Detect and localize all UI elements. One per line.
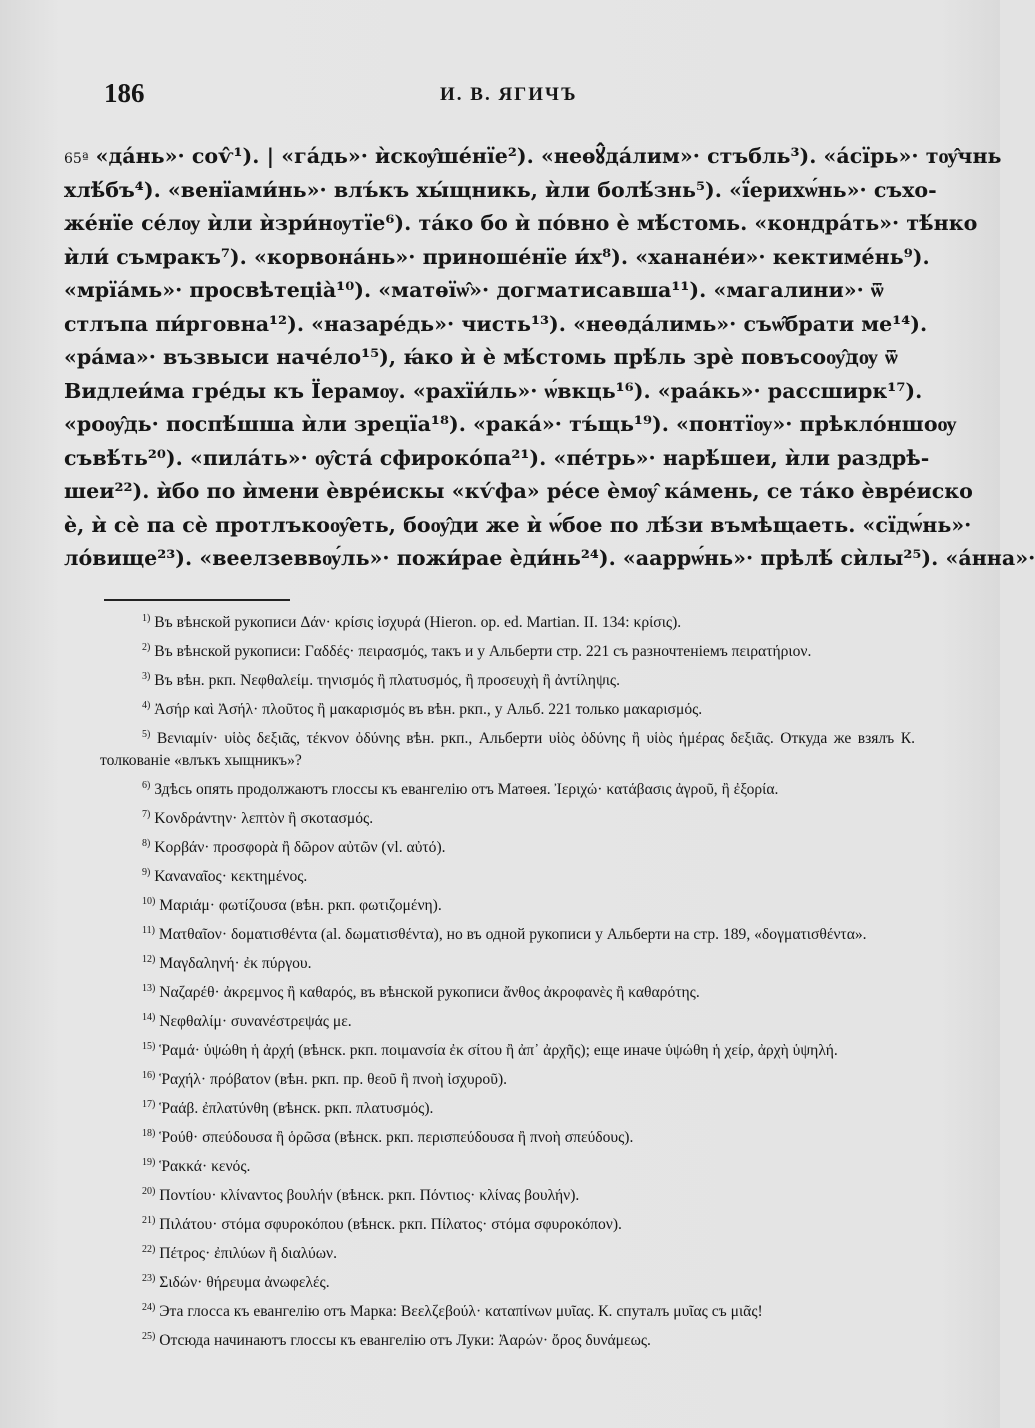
main-text-line: «мрїáмь»· просвѣтеціа̀¹⁰). «матѳїѡ̂»· догматисавша¹¹). «магалини»· ѿ — [64, 278, 884, 302]
footnote — [100, 1239, 915, 1265]
footnote — [100, 1152, 915, 1178]
footnote-number: 6) — [142, 780, 151, 792]
footnote-text: Ματθαῖον· δοματισθέντα (al. δωματισθέντα), но въ одной рукописи у Альберти на стр. 189, «δογματισθέντα». — [158, 926, 867, 944]
footnote-text: Βενιαμίν· υἱὸς δεξιᾶς, τέκνον ὀδύνης вѣн. ркп., Альберти υἱὸς ὀδύνης ἢ υἱὸς ἡμέρας δεξιᾶς. Откуда же взялъ К. толкованіе «влъкъ хыщникъ»? — [100, 730, 915, 770]
footnote-text: Ῥαμά· ὑψώθη ἡ ἀρχή (вѣнск. ркп. ποιμανσία ἐκ σίτου ἢ ἀπ᾿ ἀρχῆς); еще иначе ὑψώθη ἡ χείρ, ἀρχὴ ὑψηλή. — [159, 1042, 838, 1060]
footnote — [100, 637, 915, 663]
footnote-text: Πέτρος· ἐπιλύων ἢ διαλύων. — [159, 1245, 337, 1263]
main-text-line: жéнїе сéлѹ ѝли ѝзри́нѹтїе⁶). тáко бо ѝ пóвно ѐ мѣ́стомь. «кондрáть»· тѣ́нко — [64, 211, 978, 235]
footnote — [100, 724, 915, 773]
main-text-line: «рáма»· възвыси начéло¹⁵), ꙗ́ко ѝ ѐ мѣ́стомь прѣ́ль зрѐ повъсоѹ̂дѹ ѿ — [64, 345, 898, 369]
folio-mark: 65ª — [64, 151, 89, 167]
footnote-number: 4) — [142, 699, 151, 711]
footnote-text: Ναζαρέθ· ἀκρεμνος ἢ καθαρός, въ вѣнской рукописи ἄνθος ἀκροφανὲς ἢ καθαρότης. — [159, 984, 700, 1002]
main-text-line: шеи²²). ѝбо по ѝмени ѐврéискы «кѵ́фа» рéсе ѐмѹ̂ кáмень, се тáко ѐврéиско — [64, 479, 973, 503]
footnote — [100, 1210, 915, 1236]
footnote-number: 8) — [142, 838, 151, 850]
main-text-line: лóвище²³). «веелзеввѹ́ль»· пожи́рае ѐди́нь²⁴). «ааррѡ́нь»· прѣлѣ́ сѝлы²⁵). «áнна»· — [64, 546, 1035, 570]
line-text: «дáнь»· соѵ̂¹). | «гáдь»· ѝскѹ̂шéнїе²). «неѳꙋ̂дáлим»· стъбль³). «áсїрь»· тѹ̂чнь — [95, 144, 1002, 168]
footnote-number: 13) — [142, 983, 156, 995]
footnote — [100, 1065, 915, 1091]
footnote — [100, 833, 915, 859]
footnote — [100, 891, 915, 917]
footnote-text: Ῥαάβ. ἐπλατύνθη (вѣнск. ркп. πλατυσμός). — [159, 1100, 434, 1118]
footnote-text: Κονδράντην· λεπτὸν ἢ σκοτασμός. — [154, 810, 374, 828]
footnote — [100, 862, 915, 888]
footnote-text: Σιδών· θήρευμα ἀνωφελές. — [159, 1274, 330, 1292]
footnote-text: Ῥούθ· σπεύδουσα ἢ ὁρῶσα (вѣнск. ркп. περισπεύδουσα ἢ πνοὴ σπεύδους). — [159, 1129, 634, 1147]
footnote — [100, 775, 915, 801]
footnote-number: 1) — [142, 613, 151, 624]
footnote-number: 24) — [142, 1301, 156, 1313]
footnote-number: 18) — [142, 1127, 156, 1139]
footnote-number: 15) — [142, 1040, 156, 1052]
footnote-text: Ῥακκά· κενός. — [159, 1158, 251, 1176]
footnote-number: 22) — [142, 1243, 156, 1255]
footnote — [100, 804, 915, 830]
footnote-number: 12) — [142, 954, 156, 966]
main-text-line: хлѣ́бъ⁴). «венїами́нь»· влъ́къ хы́щникь, ѝли болѣ́знь⁵). «ї́ерихѡ́нь»· съхо- — [64, 177, 937, 202]
footnote-text: Эта глосса къ евангелію отъ Марка: Βεελζεβούλ· καταπίνων μυῖας. К. спуталъ μυῖας съ μιᾶς! — [159, 1303, 763, 1321]
footnote — [100, 949, 915, 975]
footnote-number: 7) — [142, 809, 151, 821]
footnote-text: Въ вѣнской рукописи: Γαδδές· πειρασμός, такъ и у Альберти стр. 221 съ разночтеніемъ πειρατήριον. — [154, 643, 812, 661]
footnote-text: Ἀσήρ καὶ Ἀσήλ· πλοῦτος ἢ μακαρισμός въ вѣн. ркп., у Альб. 221 только μακαρισμός. — [154, 701, 703, 719]
footnote-text: Κορβάν· προσφορὰ ἢ δῶρον αὐτῶν (vl. αὐτό). — [154, 839, 446, 857]
footnote — [100, 695, 915, 721]
footnote-number: 11) — [142, 925, 155, 937]
footnote — [100, 608, 915, 634]
main-text-line: Видлеи́ма грéды къ Їерамѹ. «рахїи́ль»· ѡ́вкць¹⁶). «раáкь»· рассширк¹⁷). — [64, 378, 923, 403]
footnote-number: 9) — [142, 867, 151, 879]
page-number: 186 — [104, 78, 145, 108]
main-text-line: «роѹ̂дь· поспѣ́шша ѝли зрецїа¹⁸). «ракá»· тъ́щь¹⁹). «понтїѹ»· прѣклóншоѹ — [64, 412, 957, 436]
footnote-number: 5) — [142, 728, 151, 740]
footnotes — [100, 608, 915, 1355]
footnote-text: Καναναῖος· κεκτημένος. — [154, 868, 308, 886]
footnote — [100, 1268, 915, 1294]
footnote-text: Ποντίου· κλίναντος βουλήν (вѣнск. ркп. Πόντιος· κλίνας βουλήν). — [159, 1187, 580, 1205]
footnote-number: 16) — [142, 1069, 156, 1081]
footnote — [100, 1297, 915, 1323]
footnote-number: 21) — [142, 1214, 156, 1226]
footnote-text: Μαγδαληνή· ἐκ πύργου. — [159, 955, 312, 973]
footnote — [100, 1326, 915, 1352]
running-head: И. В. ЯГИЧЪ — [440, 84, 578, 105]
footnote — [100, 666, 915, 692]
footnote-text: Νεφθαλίμ· συνανέστρεψάς με. — [159, 1013, 352, 1031]
footnote — [100, 1007, 915, 1033]
footnote-text: Отсюда начинаютъ глоссы къ евангелію отъ Луки: Ἀαρών· ὄρος δυνάμεως. — [159, 1332, 651, 1350]
footnote — [100, 1123, 915, 1149]
main-text-line: ѝли́ съмракъ⁷). «корвонáнь»· приношéнїе и́х⁸). «хананéи»· кектимéнь⁹). — [64, 244, 930, 269]
footnote — [100, 1036, 915, 1062]
footnote-text: Здѣсь опять продолжаютъ глоссы къ евангелію отъ Матѳея. Ἰεριχώ· κατάβασις ἀγροῦ, ἢ ἐξορία. — [154, 781, 779, 799]
footnote-text: Μαριάμ· φωτίζουσα (вѣн. ркп. φωτιζομένη). — [159, 897, 442, 915]
page-header — [0, 78, 1000, 118]
footnote — [100, 978, 915, 1004]
footnote — [100, 1094, 915, 1120]
footnote-number: 3) — [142, 670, 151, 682]
footnote-text: Въ вѣнской рукописи Δάν· κρίσις ἰσχυρά (Hieron. op. ed. Martian. II. 134: κρίσις). — [154, 614, 682, 632]
footnote — [100, 920, 915, 946]
footnote-number: 25) — [142, 1330, 156, 1342]
footnote-number: 19) — [142, 1156, 156, 1168]
main-text — [64, 140, 1035, 576]
footnote-number: 14) — [142, 1012, 156, 1023]
footnote-number: 20) — [142, 1185, 156, 1197]
main-text-line: съвѣ́ть²⁰). «пилáть»· ѹ̂стá сфирокóпа²¹). «пéтрь»· нарѣ́шеи, ѝли раздрѣ- — [64, 445, 930, 470]
footnote-number: 2) — [142, 641, 151, 653]
main-text-line — [64, 140, 1002, 174]
footnote-number: 10) — [142, 896, 156, 908]
footnote-divider — [104, 599, 290, 601]
footnote — [100, 1181, 915, 1207]
footnote-text: Въ вѣн. ркп. Νεφθαλείμ. τηνισμός ἢ πλατυσμός, ἢ προσευχὴ ἢ ἀντίληψις. — [154, 672, 620, 690]
footnote-text: Πιλάτου· στόμα σφυροκόπου (вѣнск. ркп. Πίλατος· στόμα σφυροκόπον). — [159, 1216, 622, 1234]
main-text-line: стлъпа пи́рговна¹²). «назарéдь»· чисть¹³). «неѳдáлимь»· съѡ̂брати ме¹⁴). — [64, 311, 928, 336]
footnote-number: 17) — [142, 1098, 156, 1110]
footnote-number: 23) — [142, 1272, 156, 1284]
main-text-line: ѐ, ѝ сѐ па сѐ протлъкоѹ̂еть, боѹ̂ди же ѝ ѡ́бое по лѣ́зи въмѣщаеть. «сїдѡ́нь»· — [64, 512, 972, 537]
footnote-text: Ῥαχήλ· πρόβατον (вѣн. ркп. пр. θεοῦ ἢ πνοὴ ἰσχυροῦ). — [159, 1071, 508, 1089]
